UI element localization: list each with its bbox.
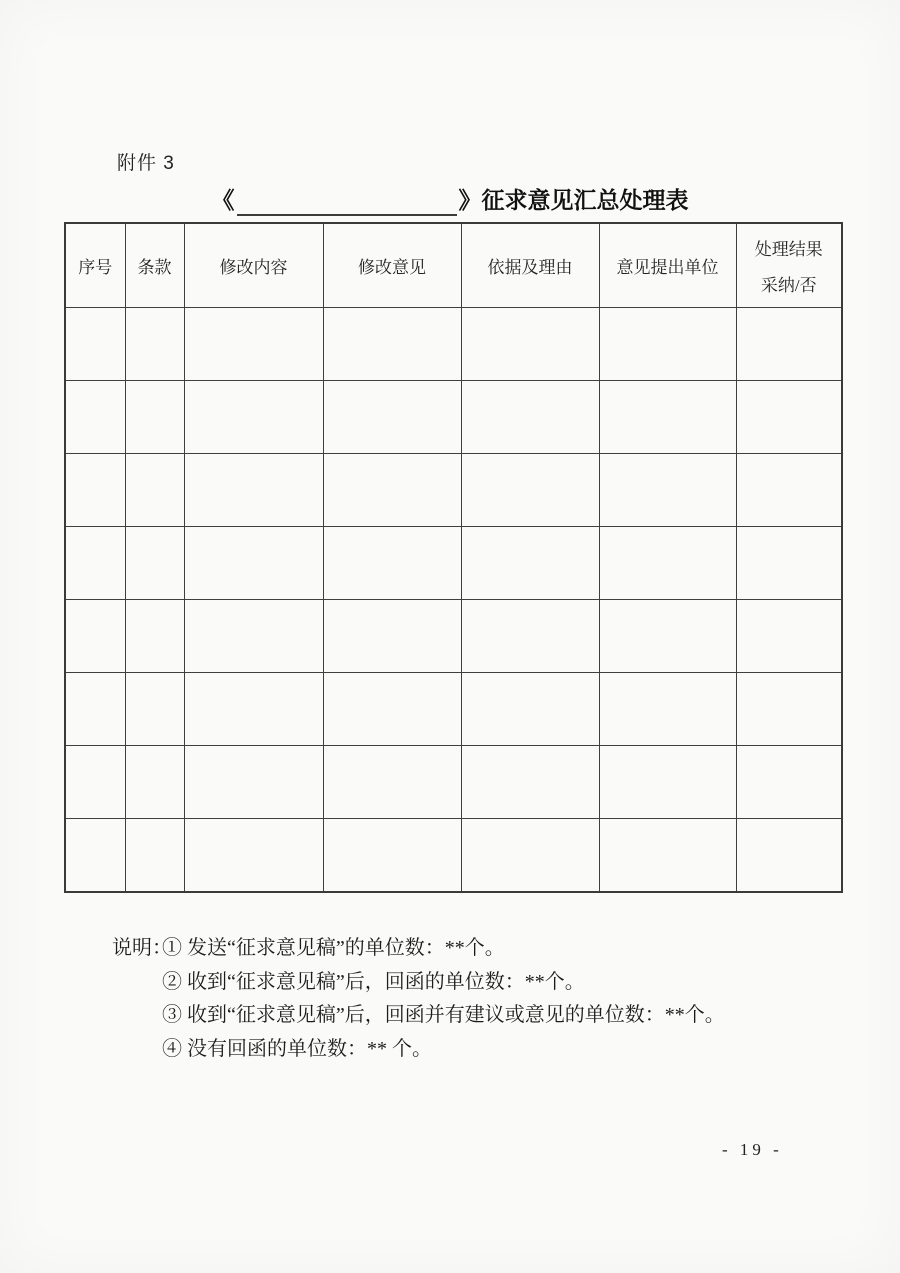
header-modification-opinion: 修改意见 <box>323 223 461 308</box>
table-cell <box>125 673 184 746</box>
table-row <box>65 308 842 381</box>
table-row <box>65 673 842 746</box>
title-close-bracket: 》 <box>458 188 482 213</box>
table-cell <box>184 381 323 454</box>
table-cell <box>323 819 461 892</box>
note-indent-spacer <box>112 966 162 1000</box>
table-cell <box>125 819 184 892</box>
title-open-bracket: 《 <box>211 188 235 213</box>
table-row <box>65 746 842 819</box>
table-cell <box>461 308 599 381</box>
table-row <box>65 381 842 454</box>
table-cell <box>323 673 461 746</box>
table-cell <box>65 746 125 819</box>
note-indent-spacer <box>112 999 162 1033</box>
table-cell <box>65 819 125 892</box>
table-header-row <box>65 223 842 308</box>
title-blank-underline <box>237 190 457 216</box>
table-cell <box>65 673 125 746</box>
table-cell <box>125 454 184 527</box>
table-cell <box>736 819 842 892</box>
table-cell <box>461 527 599 600</box>
table-cell <box>184 819 323 892</box>
table-body <box>65 308 842 892</box>
note-item-2: ② 收到“征求意见稿”后，回函的单位数：**个。 <box>162 970 585 993</box>
note-indent-spacer <box>112 1033 162 1067</box>
notes-block <box>112 932 832 1066</box>
header-serial-number: 序号 <box>65 223 125 308</box>
table-cell <box>599 600 736 673</box>
table-cell <box>461 746 599 819</box>
table-cell <box>65 381 125 454</box>
table-cell <box>65 600 125 673</box>
table-cell <box>323 381 461 454</box>
page-number: - 19 - <box>722 1140 783 1159</box>
table-cell <box>323 600 461 673</box>
notes-label: 说明： <box>112 937 172 959</box>
table-cell <box>461 454 599 527</box>
table-cell <box>599 673 736 746</box>
attachment-label: 附件 3 <box>117 153 175 174</box>
table-cell <box>599 527 736 600</box>
table-row <box>65 454 842 527</box>
note-line-3 <box>112 999 832 1033</box>
note-line-2 <box>112 966 832 1000</box>
header-processing-result-line2: 采纳/否 <box>760 276 817 295</box>
table-cell <box>461 819 599 892</box>
header-proposing-unit: 意见提出单位 <box>599 223 736 308</box>
title-text: 征求意见汇总处理表 <box>481 188 689 213</box>
table-cell <box>461 600 599 673</box>
table-cell <box>323 308 461 381</box>
table-cell <box>461 381 599 454</box>
table-cell <box>599 308 736 381</box>
table-cell <box>323 527 461 600</box>
table-row <box>65 600 842 673</box>
table-row <box>65 527 842 600</box>
table-cell <box>736 527 842 600</box>
header-processing-result <box>736 223 842 308</box>
table-cell <box>323 454 461 527</box>
table-cell <box>599 454 736 527</box>
table-cell <box>736 746 842 819</box>
table-cell <box>599 381 736 454</box>
table-cell <box>461 673 599 746</box>
table-row <box>65 819 842 892</box>
table-cell <box>65 454 125 527</box>
note-item-3: ③ 收到“征求意见稿”后，回函并有建议或意见的单位数：**个。 <box>162 1004 725 1026</box>
table-cell <box>184 673 323 746</box>
table-cell <box>736 600 842 673</box>
header-clause: 条款 <box>125 223 184 308</box>
document-title <box>0 186 900 216</box>
table-cell <box>736 381 842 454</box>
table-cell <box>736 673 842 746</box>
table-cell <box>184 746 323 819</box>
table-cell <box>184 527 323 600</box>
table-cell <box>184 454 323 527</box>
table-cell <box>125 308 184 381</box>
table-cell <box>125 381 184 454</box>
table-cell <box>125 527 184 600</box>
header-modified-content: 修改内容 <box>184 223 323 308</box>
note-line-1 <box>112 932 832 966</box>
note-item-4: ④ 没有回函的单位数：** 个。 <box>162 1037 432 1060</box>
header-basis-and-reason: 依据及理由 <box>461 223 599 308</box>
table-cell <box>323 746 461 819</box>
opinion-summary-table <box>64 222 843 893</box>
header-processing-result-line1: 处理结果 <box>754 240 823 259</box>
table-cell <box>599 746 736 819</box>
table-cell <box>736 308 842 381</box>
table-cell <box>65 527 125 600</box>
table-cell <box>125 600 184 673</box>
table-cell <box>736 454 842 527</box>
table-cell <box>184 600 323 673</box>
table-cell <box>599 819 736 892</box>
table-cell <box>184 308 323 381</box>
note-item-1: ① 发送“征求意见稿”的单位数：**个。 <box>162 937 505 959</box>
table-cell <box>125 746 184 819</box>
table-cell <box>65 308 125 381</box>
note-line-4 <box>112 1033 832 1067</box>
